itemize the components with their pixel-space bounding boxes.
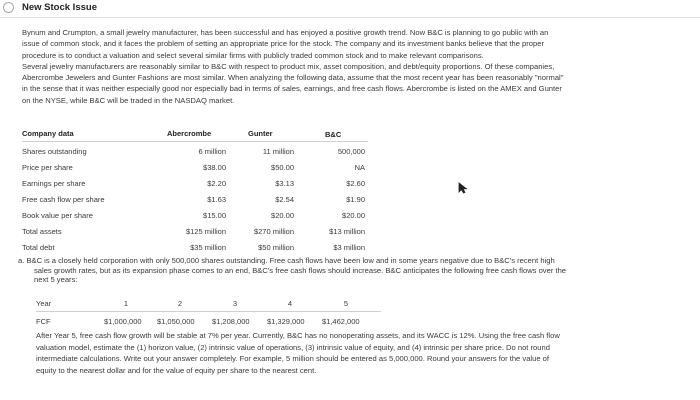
fcf-value: $1,208,000 [212, 317, 250, 326]
fcf-value: $1,050,000 [157, 317, 195, 326]
part-a-line: a. B&C is a closely held corporation with only 500,000 shares outstanding. Free cash flows have been low and in some years negative due to B&C's recent high [18, 256, 555, 265]
table-cell-bc: 500,000 [337, 147, 365, 156]
table-cell-bc: $3 million [333, 243, 365, 252]
table-header-bc: B&C [325, 130, 342, 139]
intro-line: procedure is to conduct a valuation and select several similar firms with publicly traded common stock and to make relevant comparisons. [22, 50, 484, 60]
fcf-year-label: Year [36, 299, 52, 308]
table-header-abercrombe: Abercrombe [167, 129, 212, 138]
table-cell-gunter: $50 million [258, 243, 294, 252]
table-cell-gunter: $2.54 [275, 195, 294, 204]
table-cell-abercrombe: $15.00 [203, 211, 226, 220]
table-row-label: Free cash flow per share [22, 195, 105, 204]
instructions-line: After Year 5, free cash flow growth will be stable at 7% per year. Currently, B&C has no nonoperating assets, and its WACC is 12%. Using the free cash flow [36, 331, 560, 340]
top-divider [0, 17, 700, 18]
intro-line: Several jewelry manufacturers are reasonably similar to B&C with respect to product mix, asset composition, and debt/equity proportions. Of these companies, [22, 61, 555, 71]
part-a-line: sales growth rates, but as its expansion phase comes to an end, B&C's free cash flows should increase. B&C anticipates the following free cash flows over the [34, 265, 567, 275]
table-cell-abercrombe: 6 million [198, 147, 226, 156]
fcf-value: $1,329,000 [267, 317, 305, 326]
intro-line: issue of common stock, and it faces the problem of setting an appropriate price for the stock. The company and its investment banks believe that the proper [22, 39, 544, 49]
instructions-line: valuation model, estimate the (1) horizon value, (2) intrinsic value of operations, (3) intrinsic value of equity, and (4) intrinsic per share price. Do not round [36, 342, 550, 352]
instructions-line: intermediate calculations. Write out your answer completely. For example, 5 million should be entered as 5,000,000. Round your answers for the value of [36, 354, 549, 364]
table-header-gunter: Gunter [248, 129, 273, 138]
table-header-company: Company data [22, 129, 74, 138]
table-header-divider [22, 141, 368, 142]
table-cell-abercrombe: $1.63 [207, 195, 226, 204]
intro-line: in the sense that it was neither especially good nor especially bad in terms of sales, earnings, and free cash flows. Abercrombe is listed on the AMEX and Gunter [22, 84, 562, 94]
intro-paragraph [22, 27, 687, 106]
intro-line: Bynum and Crumpton, a small jewelry manufacturer, has been successful and has enjoyed a positive growth trend. Now B&C is planning to go public with an [22, 28, 549, 37]
table-cell-gunter: $270 million [253, 227, 294, 236]
intro-line: on the NYSE, while B&C will be traded in the NASDAQ market. [22, 95, 235, 105]
table-row-label: Shares outstanding [22, 147, 87, 156]
fcf-header-divider [36, 311, 381, 312]
table-cell-abercrombe: $38.00 [203, 163, 226, 172]
intro-line: Abercrombe Jewelers and Gunter Fashions are most similar. When analyzing the following data, assume that the most recent year has been reasonably "normal" [22, 73, 564, 83]
fcf-value: $1,000,000 [104, 317, 142, 326]
table-cell-bc: $20.00 [342, 211, 365, 220]
table-cell-gunter: $20.00 [271, 211, 294, 220]
table-cell-gunter: $50.00 [271, 163, 294, 172]
table-row-label: Total assets [22, 227, 62, 236]
fcf-row-label: FCF [36, 317, 51, 326]
table-cell-bc: $13 million [329, 227, 365, 236]
part-a-paragraph [18, 256, 688, 285]
fcf-year-header: 3 [232, 299, 238, 308]
table-cell-bc: $2.60 [346, 179, 365, 188]
instructions-paragraph [36, 330, 691, 376]
table-row-label: Book value per share [22, 211, 93, 220]
fcf-year-header: 2 [177, 299, 183, 308]
part-a-line: next 5 years: [34, 275, 78, 285]
table-row-label: Total debt [22, 243, 55, 252]
question-title: New Stock Issue [22, 2, 97, 13]
fcf-year-header: 1 [123, 299, 129, 308]
question-status-circle-icon[interactable] [3, 2, 14, 13]
fcf-year-header: 4 [287, 299, 293, 308]
table-cell-abercrombe: $2.20 [207, 179, 226, 188]
table-cell-gunter: $3.13 [275, 179, 294, 188]
table-row-label: Price per share [22, 163, 73, 172]
table-row-label: Earnings per share [22, 179, 86, 188]
table-cell-bc: NA [354, 163, 365, 172]
table-cell-gunter: 11 million [262, 147, 294, 156]
table-cell-abercrombe: $35 million [190, 243, 226, 252]
fcf-year-header: 5 [343, 299, 349, 308]
fcf-value: $1,462,000 [322, 317, 360, 326]
table-cell-abercrombe: $125 million [185, 227, 226, 236]
instructions-line: equity to the nearest dollar and for the value of equity per share to the nearest cent. [36, 365, 317, 375]
table-cell-bc: $1.90 [346, 195, 365, 204]
